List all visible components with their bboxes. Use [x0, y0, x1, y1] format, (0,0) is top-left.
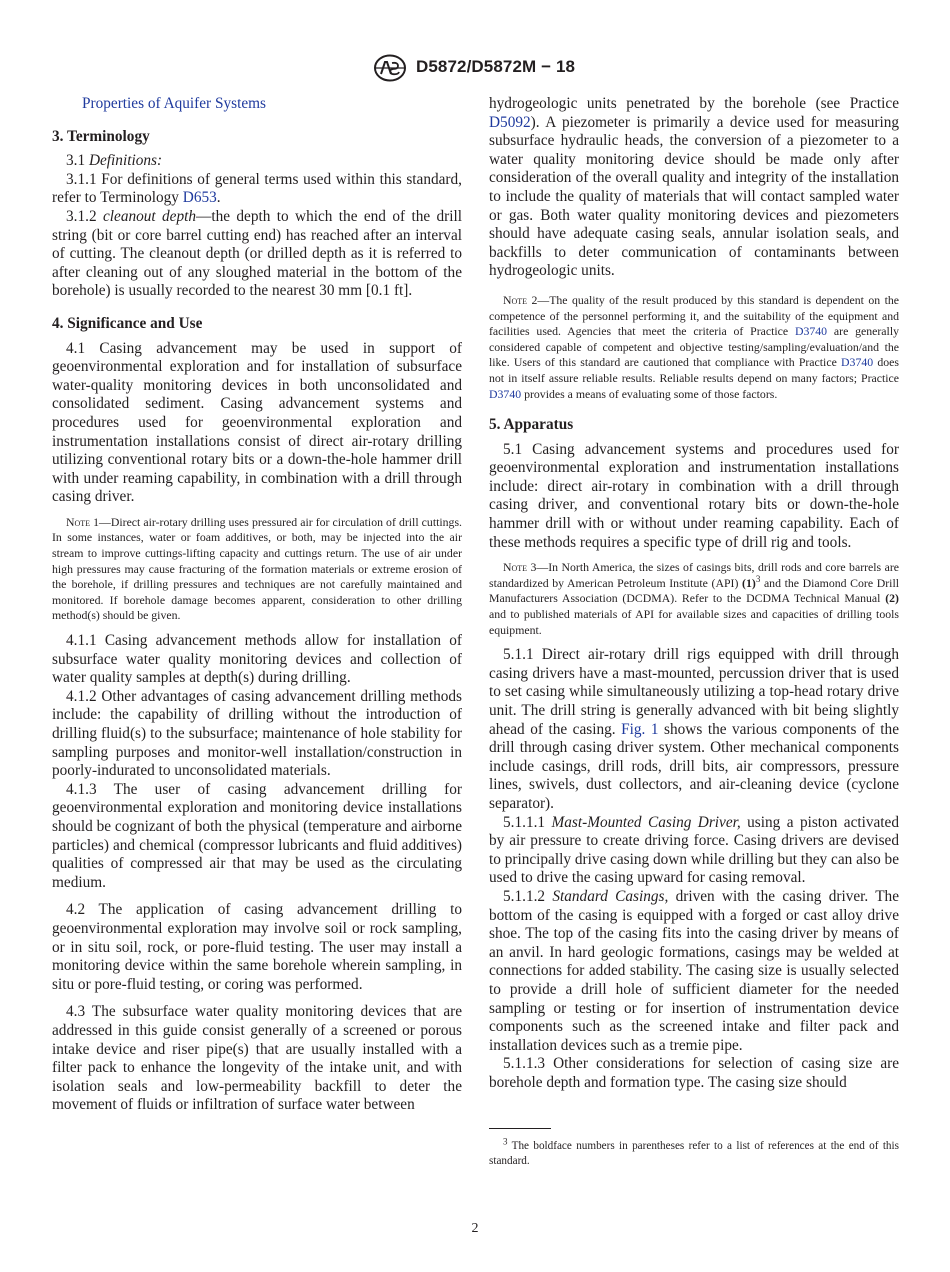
para-5-1-1: 5.1.1 Direct air-rotary drill rigs equipped with drill through casing drivers have a mast-mounted, percussion driver that is used to set casing while simultaneously utilizing a top-head rotary drive unit. The drill string is generally advanced with bit being slightly ahead of the casing. Fig. 1 shows the various components of the drill through casing driver system. Other mechanical components include casings, drill rods, drill bits, air compressors, pressure lines, swivels, dust collectors, and air-cleaning device (cyclone separator). [489, 646, 899, 812]
section-5-heading: 5. Apparatus [489, 416, 574, 434]
para-5-1-1-1: 5.1.1.1 Mast-Mounted Casing Driver, using a piston activated by air pressure to create driving force. Casing drivers are devised to principally drive casing down while drilling but they can also be used to drive the casing upward for casing removal. [489, 813, 899, 887]
note-1: Note 1—Direct air-rotary drilling uses pressured air for circulation of drill cuttings. In some instances, water or foam additives, or both, may be injected into the air stream to improve cuttings-lifting capacity and cuttings return. The use of air under high pressures may cause fracturing of the formation materials or extreme erosion of the borehole, if drilling pressures and techniques are not carefully maintained and monitored. If borehole damage becomes apparent, consideration to other drilling method(s) should be given. [52, 514, 462, 623]
astm-logo-icon [372, 54, 408, 82]
page-number: 2 [471, 1221, 479, 1236]
para-3-1-1: 3.1.1 For definitions of general terms used within this standard, refer to Terminology D653. [52, 170, 462, 207]
footnote-divider [489, 1128, 551, 1129]
d5092-link[interactable]: D5092 [489, 113, 531, 131]
para-4-1-1: 4.1.1 Casing advancement methods allow for installation of subsurface water quality monitoring devices and collection of water quality samples at depth(s) during drilling. [52, 632, 462, 687]
standard-designation: D5872/D5872M − 18 [416, 57, 576, 76]
para-4-3-continued: hydrogeologic units penetrated by the borehole (see Practice D5092). A piezometer is primarily a device used for measuring subsurface hydraulic heads, the conversion of a piezometer to a water quality monitoring device should be made only after consideration of the overall quality and integrity of the installation to include the quality of materials that will contact sampled water or gas. Both water quality monitoring devices and piezometers should have adequate casing seals, annular isolation seals, and backfills to deter communication of contaminants between hydrogeologic units. [489, 95, 899, 280]
note-2: Note 2—The quality of the result produced by this standard is dependent on the competence of the personnel performing it, and the suitability of the equipment and facilities used. Agencies that meet the criteria of Practice D3740 are generally considered capable of competent and objective testing/sampling/evaluation/and the like. Users of this standard are cautioned that compliance with Practice D3740 does not in itself assure reliable results. Reliable results depend on many factors; Practice D3740 provides a means of evaluating some of those factors. [489, 292, 900, 401]
aquifer-reference-link[interactable]: Properties of Aquifer Systems [82, 95, 266, 112]
d3740-link-2[interactable]: D3740 [841, 355, 874, 370]
para-3-1: 3.1 Definitions: [66, 152, 163, 170]
fig-1-link[interactable]: Fig. 1 [621, 720, 659, 738]
d3740-link-1[interactable]: D3740 [794, 324, 828, 339]
d653-link[interactable]: D653 [182, 189, 217, 207]
footnote-3: $^3$ The boldface numbers in parentheses refer to a list of references at the end of this standard. [489, 1136, 899, 1167]
page-header [0, 54, 950, 84]
para-3-1-2: 3.1.2 cleanout depth—the depth to which the end of the drill string (bit or core barrel cutting end) has reached after an interval of cutting. The cleanout depth (or drilled depth as it is referred to after cleaning out of any sloughed material in the bottom of the borehole) is usually recorded to the nearest 30 mm [0.1 ft]. [52, 207, 463, 300]
para-5-1-1-3: 5.1.1.3 Other considerations for selection of casing size are borehole depth and formation type. The casing size should [489, 1055, 899, 1091]
para-4-1: 4.1 Casing advancement may be used in support of geoenvironmental exploration and for installation of subsurface water-quality monitoring devices in both unconsolidated and consolidated sediment. Casing advancement systems and procedures used for geoenvironmental exploration and instrumentation installations consist of direct air-rotary drilling utilizing conventional rotary bits or a down-the-hole hammer drill with under reaming capability, in combination with a drill through casing driver. [52, 339, 462, 506]
section-4-heading: 4. Significance and Use [52, 314, 203, 332]
para-5-1: 5.1 Casing advancement systems and procedures used for geoenvironmental exploration and instrumentation installations include: direct air-rotary in combination with a drill through casing driver, and conventional rotary bits or down-the-hole hammer drill with or without under reaming capability. Each of these methods requires a specific type of drill rig and tools. [489, 440, 899, 551]
para-4-1-2: 4.1.2 Other advantages of casing advancement drilling methods include: the capability of drilling without the introduction of drilling fluid(s) to the subsurface; maintenance of hole stability for sampling purposes and monitor-well installation/construction in poorly-indurated to unconsolidated materials. [52, 687, 462, 780]
para-5-1-1-2: 5.1.1.2 Standard Casings, driven with the casing driver. The bottom of the casing is equipped with a forged or cast alloy drive shoe. The top of the casing fits into the casing driver by means of an anvil. In hard geologic formations, casings may be welded at connections for added stability. The casing size is usually selected to provide a drill hole of sufficient diameter for the needed sampling or testing or for insertion of instrumentation device components such as the screened intake and filter pack and installation devices such as a tremie pipe. [489, 887, 899, 1054]
para-4-1-3: 4.1.3 The user of casing advancement drilling for geoenvironmental exploration and monitoring device installations should be cognizant of both the physical (temperature and airborne particles) and chemical (compressor lubricants and fluid additives) qualities of compressed air that may be used as the circulating medium. [52, 780, 462, 891]
left-column [52, 95, 462, 1115]
para-4-2: 4.2 The application of casing advancement drilling to geoenvironmental exploration may involve soil or rock sampling, or in situ soil, rock, or pore-fluid testing. The user may install a monitoring device within the same borehole wherein sampling, in situ or pore-fluid testing, or coring was performed. [52, 901, 462, 993]
section-3-heading: 3. Terminology [52, 127, 150, 145]
d3740-link-3[interactable]: D3740 [489, 386, 522, 401]
right-column [489, 95, 899, 1168]
para-4-3: 4.3 The subsurface water quality monitoring devices that are addressed in this guide consist generally of a screened or porous intake device and riser pipe(s) that are usually installed with a filter pack to enhance the longevity of the intake unit, and with isolation seals and low-permeability backfill to deter the movement of fluids or infiltration of surface water between [52, 1003, 462, 1114]
note-3: Note 3—In North America, the sizes of casings bits, drill rods and core barrels are standardized by American Petroleum Institute (API) $(1)^3$ and the Diamond Core Drill Manufacturers Association (DCDMA). Refer to the DCDMA Technical Manual (2) and to published materials of API for available sizes and capacities of drilling tools equipment. [489, 560, 900, 637]
